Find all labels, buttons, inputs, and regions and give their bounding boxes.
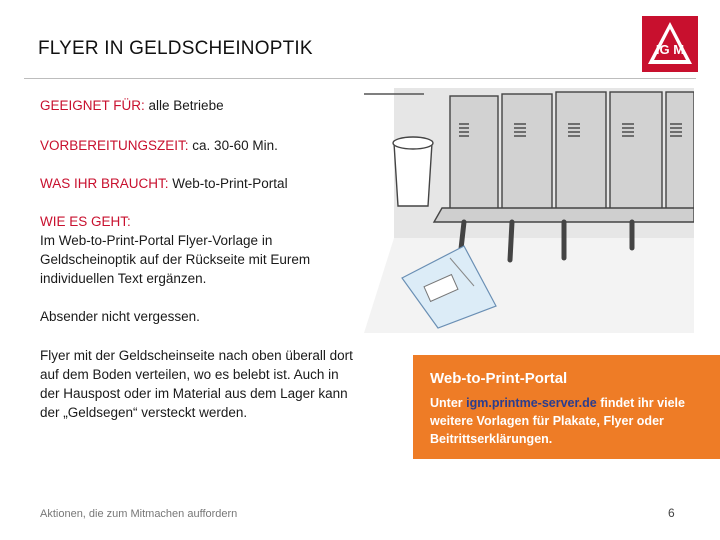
requirements-label: WAS IHR BRAUCHT: (40, 176, 169, 191)
suitable-for-value: alle Betriebe (148, 98, 224, 113)
ig-metall-logo (642, 16, 698, 72)
footer-text: Aktionen, die zum Mitmachen auffordern (40, 508, 238, 520)
locker-3 (556, 92, 606, 211)
suitable-for-label: GEEIGNET FÜR: (40, 98, 145, 113)
requirements-block (40, 174, 360, 193)
flyer-instructions: Flyer mit der Geldscheinseite nach oben überall dort auf dem Boden verteilen, wo es belebt ist. Auch in der Hauspost oder im Material aus dem Lager kann der „Geldsegen“ versteckt werden. (40, 348, 353, 420)
portal-link[interactable]: igm.printme-server.de (466, 396, 597, 410)
illustration-trash-bin (393, 137, 433, 206)
how-it-works-text: Im Web-to-Print-Portal Flyer-Vorlage in Geldscheinoptik auf der Rückseite mit Eurem individuellen Text ergänzen. (40, 233, 311, 286)
header-divider (24, 78, 696, 79)
locker-room-illustration (364, 88, 694, 338)
portal-info-box (413, 355, 720, 459)
portal-info-text-before: Unter (430, 396, 467, 410)
illustration-lockers (450, 92, 694, 211)
locker-2 (502, 94, 552, 211)
page-title: FLYER IN GELDSCHEINOPTIK (38, 38, 313, 59)
sender-note: Absender nicht vergessen. (40, 309, 200, 324)
prep-time-value: ca. 30-60 Min. (192, 138, 278, 153)
portal-info-text (430, 394, 704, 448)
how-it-works-label: WIE ES GEHT: (40, 214, 131, 229)
prep-time-label: VORBEREITUNGSZEIT: (40, 138, 189, 153)
locker-1 (450, 96, 498, 211)
how-it-works-block (40, 212, 340, 288)
requirements-value: Web-to-Print-Portal (172, 176, 288, 191)
prep-time-block (40, 136, 360, 155)
locker-4 (610, 92, 662, 211)
locker-5 (666, 92, 694, 211)
logo-text: IG M (655, 42, 685, 57)
suitable-for-block (40, 96, 360, 115)
portal-info-heading: Web-to-Print-Portal (430, 370, 568, 387)
page-number: 6 (668, 506, 675, 520)
portal-info-text-after: findet ihr viele weitere Vorlagen für Plakate, Flyer oder Beitrittserklärungen. (430, 396, 685, 446)
